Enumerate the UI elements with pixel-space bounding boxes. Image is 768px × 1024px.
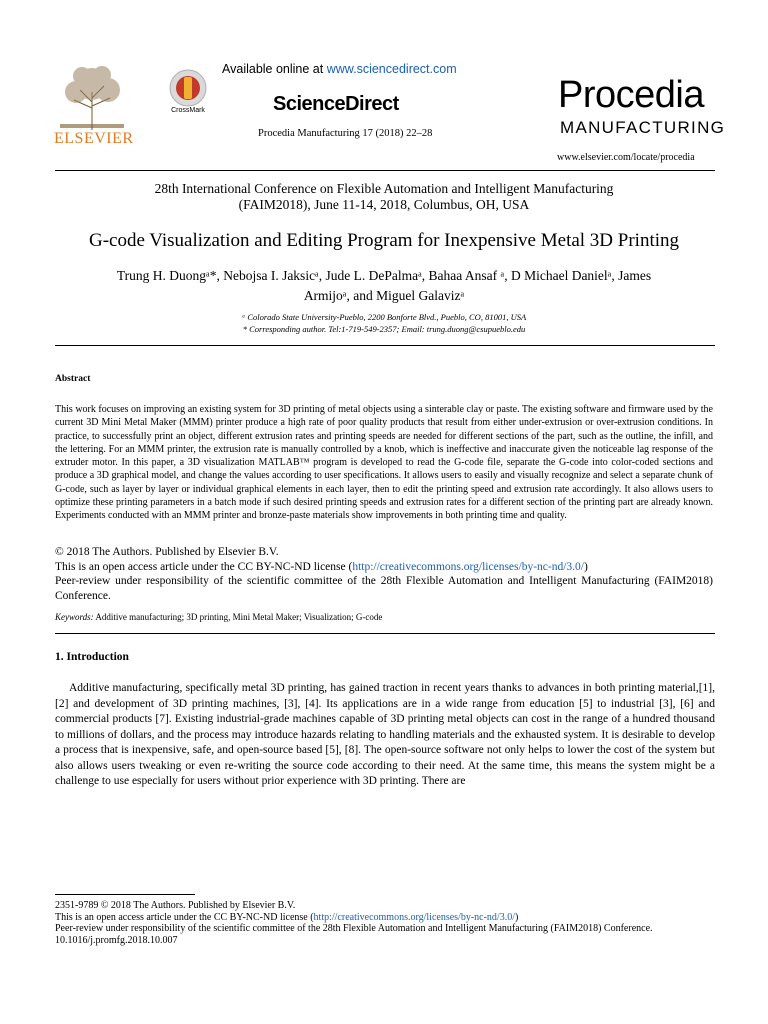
affiliation: ᵃ Colorado State University-Pueblo, 2200 Bonforte Blvd., Pueblo, CO, 81001, USA [241,312,527,322]
keywords-rule [55,633,715,634]
footer-license-link[interactable]: http://creativecommons.org/licenses/by-nc-nd/3.0/ [313,911,515,923]
sciencedirect-link[interactable]: www.sciencedirect.com [326,62,457,76]
author-line-1: Trung H. Duongᵃ*, Nebojsa I. Jaksicᵃ, Jude L. DePalmaᵃ, Bahaa Ansaf ᵃ, D Michael Danielᵃ, James [116,268,652,283]
availability-prefix: Available online at [222,62,327,76]
introduction-text: Additive manufacturing, specifically metal 3D printing, has gained traction in recent years thanks to advances in both printing material,[1], [2] and development of 3D printing machines, [3], [4]. Its applications are in a wide range from education [5] to industrial [3], [6] and commercial products [7]. Existing industrial-grade machines capable of 3D printing metal objects can cost in the range of a hundred thousand to millions of dollars, and the process may introduce hazards relating to handling materials and the exhausted system. It is desirable to develop a process that is inexpensive, safe, and open-source based [5], [8]. The open-source software not only helps to lower the cost of the system but also allows users tweaking or even re-writing the source code according to their need. At the same time, this means the system might be a challenge to use especially for users without prior experience with 3D printing. There are [55,682,715,787]
footer-rule [55,894,195,895]
paper-title: G-code Visualization and Editing Program for Inexpensive Metal 3D Printing [88,230,680,251]
peer-review-line: Peer-review under responsibility of the scientific committee of the 28th Flexible Automation and Intelligent Manufacturing (FAIM2018) Conference. [55,575,713,602]
copyright-block [55,545,713,603]
license-prefix: This is an open access article under the CC BY-NC-ND license ( [55,560,353,573]
footer-peer-review: Peer-review under responsibility of the scientific committee of the 28th Flexible Automation and Intelligent Manufacturing (FAIM2018) Conference. [55,923,653,934]
footer-issn: 2351-9789 © 2018 The Authors. Published by Elsevier B.V. [55,900,296,911]
abstract-heading: Abstract [55,374,91,384]
author-list [50,266,718,306]
license-suffix: ) [583,560,588,573]
journal-name: Procedia [558,74,704,116]
copyright-line: © 2018 The Authors. Published by Elsevier B.V. [55,546,279,558]
footer-doi[interactable]: 10.1016/j.promfg.2018.10.007 [55,934,178,946]
journal-subtitle: MANUFACTURING [560,118,726,137]
conference-line-1: 28th International Conference on Flexible Automation and Intelligent Manufacturing [154,181,614,196]
availability-line [222,62,457,76]
footer [55,900,715,946]
license-line [55,560,713,575]
journal-reference: Procedia Manufacturing 17 (2018) 22–28 [258,128,433,139]
keywords-line [55,612,382,622]
conference-line-2: (FAIM2018), June 11-14, 2018, Columbus, OH, USA [238,197,530,212]
keywords-text: Additive manufacturing; 3D printing, Mini Metal Maker; Visualization; G-code [93,612,383,622]
journal-url[interactable]: www.elsevier.com/locate/procedia [557,152,695,163]
introduction-heading: 1. Introduction [55,651,129,663]
header-rule [55,170,715,171]
crossmark-label: CrossMark [171,107,205,114]
platform-name: ScienceDirect [273,93,399,115]
footer-license [55,912,715,924]
license-link[interactable]: http://creativecommons.org/licenses/by-nc-nd/3.0/ [352,560,584,573]
publisher-name: ELSEVIER [54,130,134,147]
footer-license-prefix: This is an open access article under the CC BY-NC-ND license ( [55,911,314,923]
footer-license-suffix: ) [514,911,519,923]
corresponding-author: * Corresponding author. Tel:1-719-549-2357; Email: trung.duong@csupueblo.edu [242,324,526,334]
keywords-label: Keywords: [55,612,94,622]
title-rule [55,345,715,346]
abstract-text: This work focuses on improving an existing system for 3D printing of metal objects using a sinterable clay or paste. The existing software and firmware used by the current 3D Mini Metal Maker (MMM) printer produce a high rate of poor quality products that result from either under-extrusion or over-extrusion conditions. In practice, to successfully print an object, different extrusion rates and printing speeds are needed for different sections of the part, such as the outline, the infill, and the lettering. For an MMM printer, the extrusion rate is manually controlled by a knob, which is ineffective and inaccurate given the noticeable lag response of the extruder motor. In this paper, a 3D visualization MATLAB™ program is developed to read the G-code file, separate the G-code into color-coded sections and produce a 3D graphical model, and change the values according to user specifications. It allows users to easily and visually recognize and select a separate chunk of G-code, such as layer by layer or individual graphical elements in each layer, then to edit the printing speed and extrusion rate accordingly. It also allows users to optimize these printing parameters in a batch mode if such desired printing speeds and extrusion rates for a different section of the printing part are already known. Experiments conducted with an MMM printer and bronze-paste materials show improvements in both printing time and quality. [55,404,713,522]
author-line-2: Armijoᵃ, and Miguel Galavizᵃ [303,288,465,303]
